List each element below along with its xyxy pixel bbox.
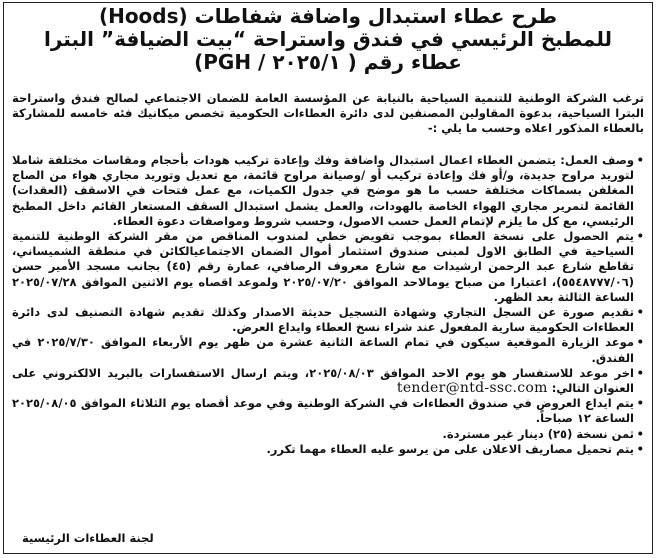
inquiries-text: اخر موعد للاستفسار هو يوم الاحد الموافق ٢٠٢٥/٠٨/٠٣، ويتم ارسال الاستفسارات بالبريد الالكتروني على العنوان التالي:	[12, 365, 634, 396]
announcement-header	[4, 3, 652, 74]
signature: لجنة العطاءات الرئيسية	[22, 531, 154, 545]
list-item: • موعد الزيارة الموقعية سيكون في تمام الساعة الثانية عشرة من ظهر يوم الأربعاء الموافق ٢٠٢٥/٧/٣٠ في الفندق.	[12, 335, 644, 365]
list-item: • تقديم صورة عن السجل التجاري وشهادة التسجيل حديثة الاصدار وكذلك تقديم شهادة التصنيف لدى دائرة العطاءات الحكومية سارية المفعول عند شراء نسخ العطاء وايداع العرض.	[12, 305, 644, 335]
email-address[interactable]: tender@ntd-ssc.com	[396, 380, 548, 397]
list-item: • ثمن نسخة (٢٥) دينار غير مستردة.	[12, 427, 644, 442]
list-item: • يتم الحصول على نسخة العطاء بموجب تفويض خطي لمندوب المناقص من مقر الشركة الوطنية للتنمية السياحية في الطابق الاول لمبنى صندوق استثمار أموال الضمان الاجتماعيالكائن في منطقة الشميساني، تقاطع شارع عبد الرحمن ارشيدات مع شارع معروف الرصافي، عمارة رقم (٤٥) بجانب مسجد الأمير حسن (٥٥٤٨٧٧٧/٠٦)، اعتبارا من صباح يومالاحد الموافق ٢٠٢٥/٠٧/٢٠ ولموعد اقصاه يوم الاثنين الموافق ٢٠٢٥/٠٧/٢٨ الساعة الثالثة بعد الظهر.	[12, 229, 644, 305]
title-line-2: للمطبخ الرئيسي في فندق واستراحة “بيت الضيافة” البترا	[43, 27, 613, 51]
title-line-3: عطاء رقم ( ٢٠٢٥/١ / PGH)	[194, 50, 462, 74]
conditions-list	[12, 153, 644, 457]
list-item: • وصف العمل: يتضمن العطاء اعمال استبدال واضافة وفك وإعادة تركيب هودات بأحجام ومقاسات مختلفة شاملا لتوريد مراوح جديدة، و/أو فك وإعادة تركيب أو /وصيانة مراوح قائمة، مع تعديل وتوريد مجاري هواء من الصاج المغلفن بسماكات مختلفة حسب ما هو موضح في جدول الكميات، مع عمل فتحات في الاسقف (العقدات) القائمة لتمرير مجاري الهواء الخاصة بالهودات، والعمل يشمل استبدال السقف المستعار القائم داخل المطبخ الرئيسي، مع كل ما يلزم لإتمام العمل حسب الاصول، وحسب شروط ومواصفات دعوة العطاء.	[12, 153, 644, 229]
list-item-inquiries	[12, 366, 644, 396]
list-item: • يتم تحميل مصاريف الاعلان على من يرسو عليه العطاء مهما تكرر.	[12, 442, 644, 457]
intro-paragraph: ترغب الشركة الوطنية للتنمية السياحية بالنيابة عن المؤسسة العامة للضمان الاجتماعي لصالح فندق واستراحة البترا السياحية، بدعوة المقاولين المصنفين لدى دائرة العطاءات الحكومية تخصص ميكانيك فئه خامسه للمشاركة بالعطاء المذكور اعلاه وحسب ما يلي :-	[12, 91, 644, 135]
list-item: • يتم ايداع العروض في صندوق العطاءات في الشركة الوطنية وفي موعد أقصاه يوم الثلاثاء الموافق ٢٠٢٥/٠٨/٠٥ الساعة ١٢ صباحاً.	[12, 396, 644, 426]
title-line-1: طرح عطاء استبدال واضافة شفاطات (Hoods)	[98, 4, 558, 28]
tender-announcement	[3, 2, 653, 554]
